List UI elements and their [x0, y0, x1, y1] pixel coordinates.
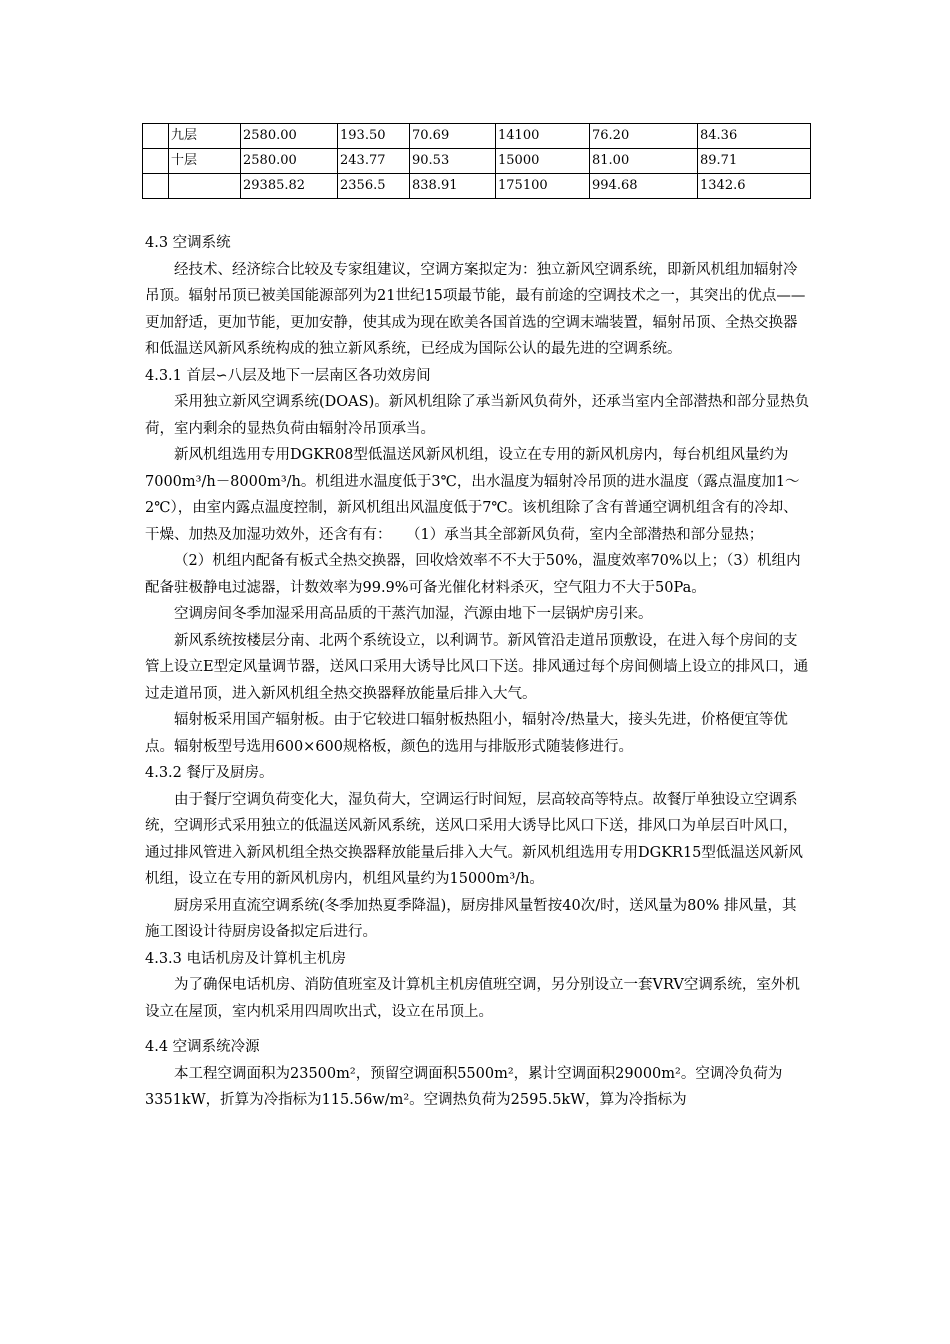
paragraph: 新风系统按楼层分南、北两个系统设立，以利调节。新风管沿走道吊顶敷设，在进入每个房间的支管上设立E型定风量调节器，送风口采用大诱导比风口下送。排风通过每个房间侧墙上设立的排风口，通过走道吊顶，进入新风机组全热交换器释放能量后排入大气。	[145, 632, 809, 702]
table-cell: 76.20	[590, 124, 698, 149]
table-cell: 14100	[496, 124, 590, 149]
document-body	[145, 230, 810, 1114]
paragraph: （2）机组内配备有板式全热交换器，回收焓效率不不大于50%，温度效率70%以上；（3）机组内配备驻极静电过滤器，计数效率为99.9%可备光催化材料杀灭，空气阻力不大于50Pa。	[145, 553, 801, 596]
paragraph: 厨房采用直流空调系统(冬季加热夏季降温)，厨房排风量暂按40次/时，送风量为80% 排风量，其施工图设计待厨房设备拟定后进行。	[145, 897, 797, 940]
table-row	[143, 124, 811, 149]
table-cell	[169, 174, 241, 199]
table-cell: 2356.5	[338, 174, 410, 199]
paragraph: 辐射板采用国产辐射板。由于它较进口辐射板热阻小，辐射冷/热量大，接头先进，价格便宜等优点。辐射板型号选用600×600规格板，颜色的选用与排版形式随装修进行。	[145, 712, 788, 755]
table-cell: 2580.00	[241, 124, 338, 149]
table-cell: 1342.6	[698, 174, 811, 199]
table-cell: 15000	[496, 149, 590, 174]
paragraph: 新风机组选用专用DGKR08型低温送风新风机组，设立在专用的新风机房内，每台机组风量约为7000m³/h－8000m³/h。机组进水温度低于3℃，出水温度为辐射冷吊顶的进水温度（露点温度加1～2℃），由室内露点温度控制，新风机组出风温度低于7℃。该机组除了含有普通空调机组含有的冷却、干燥、加热及加湿功效外，还含有有： （1）承当其全部新风负荷，室内全部潜热和部分显热；	[145, 447, 800, 543]
paragraph: 经技术、经济综合比较及专家组建议，空调方案拟定为：独立新风空调系统，即新风机组加辐射冷吊顶。辐射吊顶已被美国能源部列为21世纪15项最节能，最有前途的空调技术之一，其突出的优点——更加舒适，更加节能，更加安静，使其成为现在欧美各国首选的空调末端装置，辐射吊顶、全热交换器和低温送风新风系统构成的独立新风系统，已经成为国际公认的最先进的空调系统。	[145, 261, 806, 357]
table-row-total	[143, 174, 811, 199]
table-row	[143, 149, 811, 174]
table-cell	[143, 174, 169, 199]
table-cell: 175100	[496, 174, 590, 199]
table-cell: 九层	[169, 124, 241, 149]
table-cell: 2580.00	[241, 149, 338, 174]
section-heading-4-3-3: 4.3.3 电话机房及计算机主机房	[145, 950, 347, 967]
section-heading-4-3-2: 4.3.2 餐厅及厨房。	[145, 765, 274, 781]
paragraph: 为了确保电话机房、消防值班室及计算机主机房值班空调，另分别设立一套VRV空调系统，室外机设立在屋顶，室内机采用四周吹出式，设立在吊顶上。	[145, 977, 800, 1020]
table-cell: 十层	[169, 149, 241, 174]
table-cell: 29385.82	[241, 174, 338, 199]
paragraph: 采用独立新风空调系统(DOAS)。新风机组除了承当新风负荷外，还承当室内全部潜热和部分显热负荷，室内剩余的显热负荷由辐射冷吊顶承当。	[145, 394, 810, 437]
paragraph: 由于餐厅空调负荷变化大，湿负荷大，空调运行时间短，层高较高等特点。故餐厅单独设立空调系统，空调形式采用独立的低温送风新风系统，送风口采用大诱导比风口下送，排风口为单层百叶风口，通过排风管进入新风机组全热交换器释放能量后排入大气。新风机组选用专用DGKR15型低温送风新风机组，设立在专用的新风机房内，机组风量约为15000m³/h。	[145, 791, 803, 887]
table-cell: 994.68	[590, 174, 698, 199]
table-cell: 838.91	[410, 174, 496, 199]
table-cell	[143, 149, 169, 174]
table-cell: 70.69	[410, 124, 496, 149]
table-cell	[143, 124, 169, 149]
section-heading-4-3-1: 4.3.1 首层∽八层及地下一层南区各功效房间	[145, 367, 431, 384]
table-cell: 84.36	[698, 124, 811, 149]
load-table	[142, 123, 811, 199]
table-cell: 243.77	[338, 149, 410, 174]
table-cell: 89.71	[698, 149, 811, 174]
section-heading-4-3: 4.3 空调系统	[145, 235, 231, 251]
table-cell: 193.50	[338, 124, 410, 149]
table-cell: 90.53	[410, 149, 496, 174]
table-cell: 81.00	[590, 149, 698, 174]
paragraph: 空调房间冬季加湿采用高品质的干蒸汽加湿，汽源由地下一层锅炉房引来。	[174, 606, 653, 622]
paragraph: 本工程空调面积为23500m²，预留空调面积5500m²，累计空调面积29000m²。空调冷负荷为3351kW，折算为冷指标为115.56w/m²。空调热负荷为2595.5kW，算为冷指标为	[145, 1065, 783, 1108]
section-heading-4-4: 4.4 空调系统冷源	[145, 1039, 260, 1055]
